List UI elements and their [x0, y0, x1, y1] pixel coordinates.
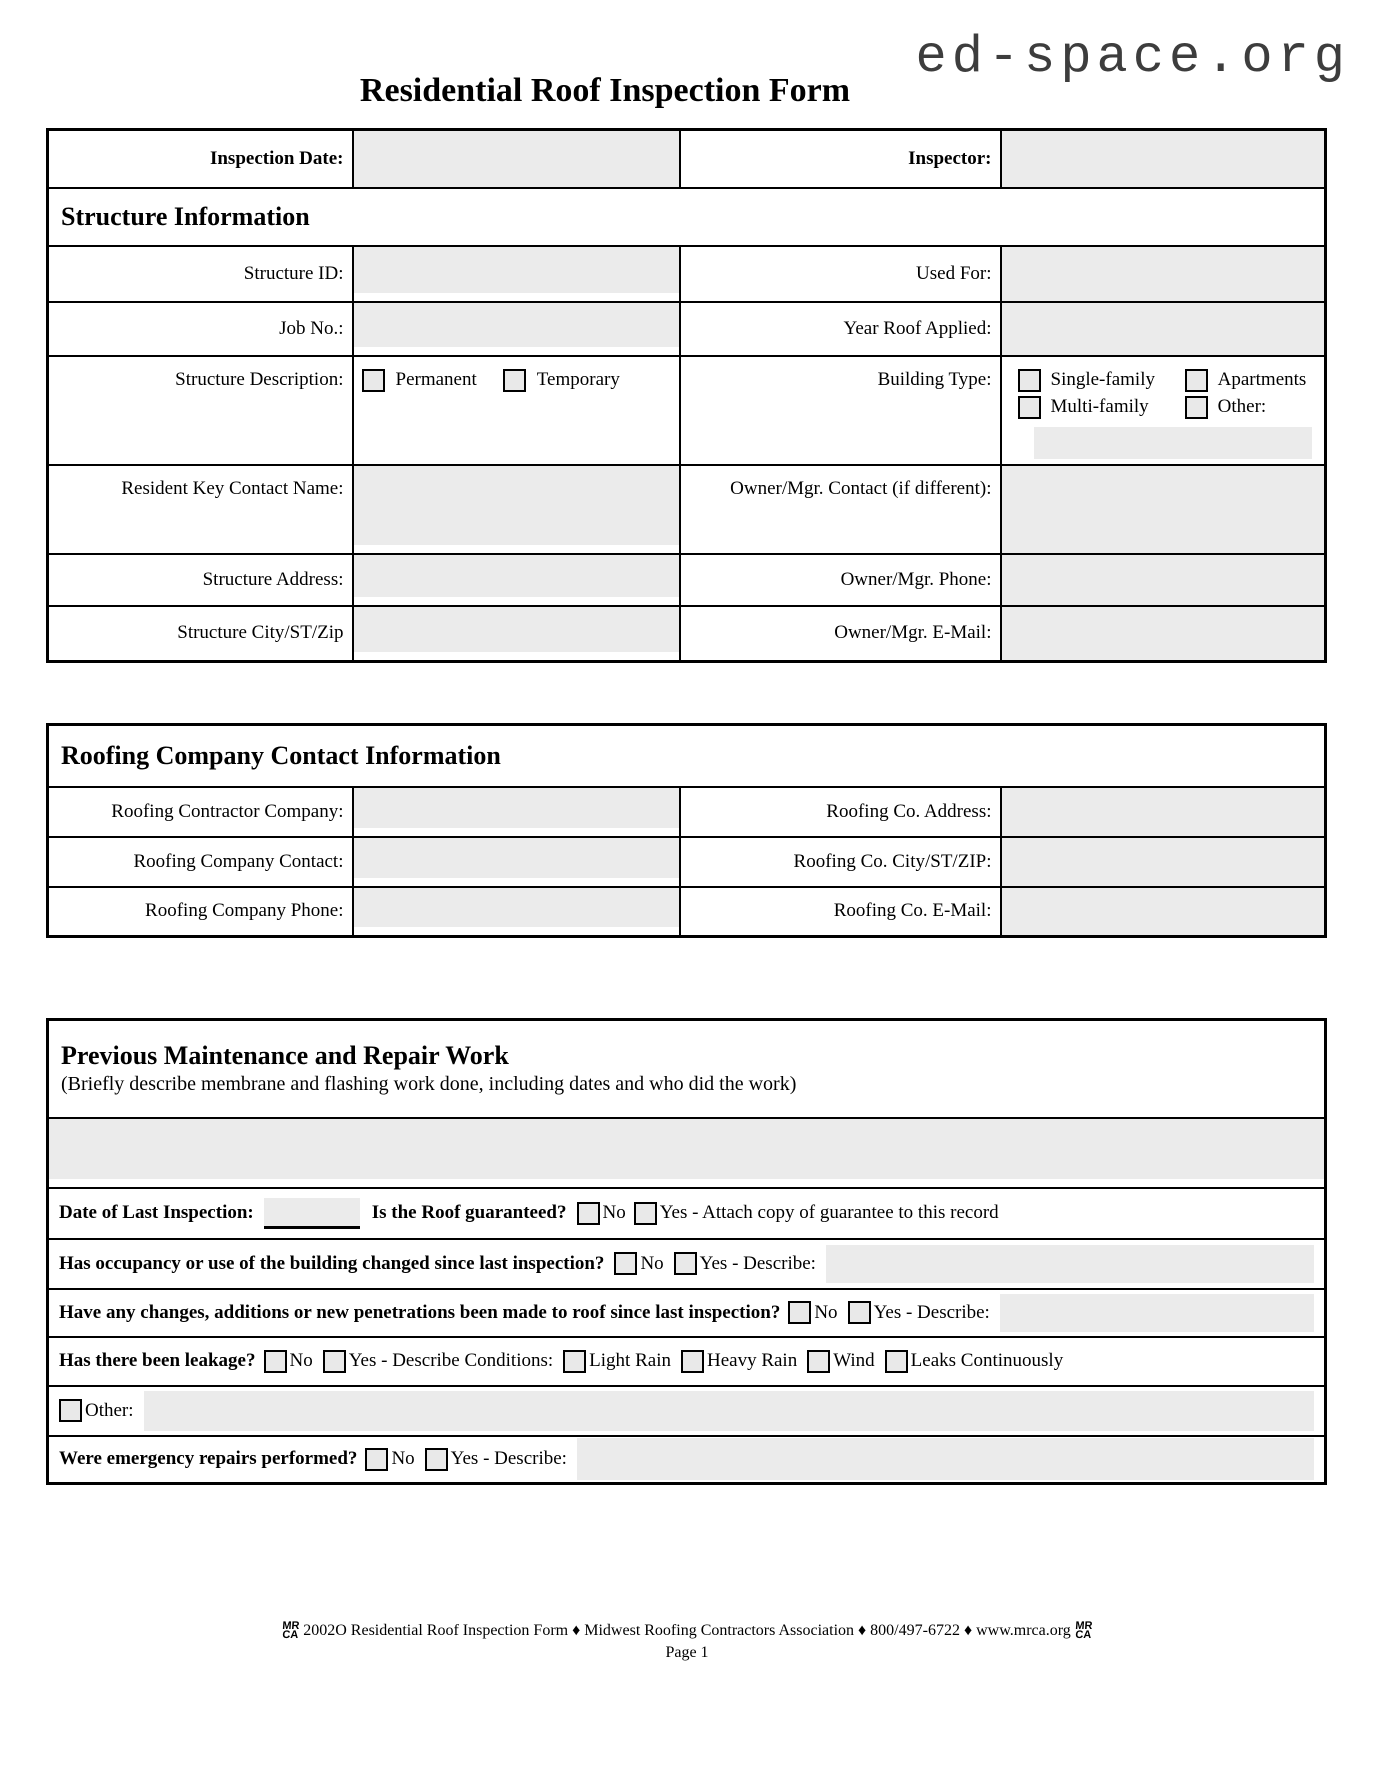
owner-mgr-contact-label: Owner/Mgr. Contact (if different):: [680, 465, 1001, 554]
structure-id-label: Structure ID:: [48, 246, 353, 302]
resident-key-contact-label: Resident Key Contact Name:: [48, 465, 353, 554]
date-of-last-inspection-input[interactable]: [264, 1198, 360, 1229]
checkbox-building-other[interactable]: [1185, 396, 1208, 419]
table-row: [48, 246, 1326, 302]
checkbox-apartments[interactable]: [1185, 369, 1208, 392]
temporary-label: Temporary: [536, 369, 620, 390]
single-family-label: Single-family: [1050, 369, 1155, 390]
inspector-input[interactable]: [1001, 130, 1326, 188]
roofing-co-address-input[interactable]: [1001, 787, 1326, 837]
used-for-input[interactable]: [1001, 246, 1326, 302]
checkbox-light-rain[interactable]: [563, 1350, 586, 1373]
mrca-logo-bottom: CA: [1074, 1629, 1092, 1641]
mrca-logo-top: MR: [282, 1620, 301, 1632]
owner-mgr-email-label: Owner/Mgr. E-Mail:: [680, 606, 1001, 662]
building-other-label: Other:: [1217, 396, 1267, 417]
occupancy-no-label: No: [640, 1252, 664, 1274]
mrca-logo-bottom: CA: [282, 1629, 299, 1641]
changes-yes-label: Yes - Describe:: [873, 1301, 990, 1323]
leakage-question: Has there been leakage?: [59, 1350, 256, 1371]
roofing-company-heading: Roofing Company Contact Information: [48, 725, 1326, 787]
permanent-label: Permanent: [395, 369, 477, 390]
occupancy-question: Has occupancy or use of the building changed since last inspection?: [59, 1252, 605, 1274]
checkbox-leakage-no[interactable]: [264, 1350, 287, 1373]
roofing-co-email-input[interactable]: [1001, 887, 1326, 937]
guaranteed-yes-label: Yes - Attach copy of guarantee to this record: [659, 1202, 999, 1223]
inspector-label: Inspector:: [680, 130, 1001, 188]
leakage-yes-label: Yes - Describe Conditions:: [348, 1350, 554, 1371]
structure-city-label: Structure City/ST/Zip: [48, 606, 353, 662]
roofing-co-city-label: Roofing Co. City/ST/ZIP:: [680, 837, 1001, 887]
year-roof-applied-label: Year Roof Applied:: [680, 302, 1001, 356]
building-type-other-input[interactable]: [1034, 427, 1313, 459]
multi-family-label: Multi-family: [1050, 396, 1149, 417]
previous-maintenance-heading: Previous Maintenance and Repair Work: [61, 1041, 509, 1071]
structure-information-heading: Structure Information: [48, 188, 1326, 246]
checkbox-other[interactable]: [59, 1399, 82, 1422]
building-type-options: [1001, 356, 1326, 465]
table-row: [48, 837, 1326, 887]
table-row: [48, 887, 1326, 937]
page-number: Page 1: [665, 1644, 709, 1661]
used-for-label: Used For:: [680, 246, 1001, 302]
emergency-no-label: No: [391, 1448, 415, 1470]
changes-question: Have any changes, additions or new penetrations been made to roof since last inspection?: [59, 1301, 781, 1323]
checkbox-temporary[interactable]: [503, 369, 526, 392]
table-row: [48, 1337, 1326, 1386]
year-roof-applied-input[interactable]: [1001, 302, 1326, 356]
checkbox-changes-yes[interactable]: [848, 1301, 871, 1324]
changes-no-label: No: [814, 1301, 838, 1323]
owner-mgr-email-input[interactable]: [1001, 606, 1326, 662]
structure-description-label: Structure Description:: [48, 356, 353, 465]
previous-maintenance-table: [46, 1018, 1327, 1485]
table-row: [48, 1020, 1326, 1118]
checkbox-leaks-continuously[interactable]: [885, 1350, 908, 1373]
owner-mgr-contact-input[interactable]: [1001, 465, 1326, 554]
leakage-no-label: No: [289, 1350, 313, 1371]
checkbox-leakage-yes[interactable]: [323, 1350, 346, 1373]
roofing-company-contact-label: Roofing Company Contact:: [48, 837, 353, 887]
checkbox-emergency-yes[interactable]: [425, 1448, 448, 1471]
checkbox-guaranteed-yes[interactable]: [634, 1202, 657, 1225]
roofing-company-table: [46, 723, 1327, 938]
checkbox-wind[interactable]: [807, 1350, 830, 1373]
table-row: [48, 1118, 1326, 1188]
table-row: [48, 725, 1326, 787]
checkbox-emergency-no[interactable]: [365, 1448, 388, 1471]
table-row: [48, 188, 1326, 246]
previous-maintenance-subtitle: (Briefly describe membrane and flashing work done, including dates and who did the work): [61, 1073, 797, 1096]
table-row: [48, 465, 1326, 554]
table-row: [48, 302, 1326, 356]
occupancy-describe-input[interactable]: [826, 1245, 1314, 1283]
checkbox-changes-no[interactable]: [788, 1301, 811, 1324]
roofing-co-address-label: Roofing Co. Address:: [680, 787, 1001, 837]
changes-describe-input[interactable]: [1000, 1294, 1314, 1332]
checkbox-occupancy-no[interactable]: [614, 1252, 637, 1275]
emergency-yes-label: Yes - Describe:: [450, 1448, 567, 1470]
mrca-logo-left: [281, 1622, 299, 1640]
roofing-contractor-company-label: Roofing Contractor Company:: [48, 787, 353, 837]
table-row: [48, 130, 1326, 188]
ed-space-watermark: ed-space.org: [915, 28, 1350, 87]
heavy-rain-label: Heavy Rain: [706, 1350, 798, 1371]
emergency-question: Were emergency repairs performed?: [59, 1448, 358, 1470]
structure-address-label: Structure Address:: [48, 554, 353, 606]
apartments-label: Apartments: [1217, 369, 1307, 390]
checkbox-heavy-rain[interactable]: [681, 1350, 704, 1373]
inspection-date-input[interactable]: [353, 130, 680, 188]
guaranteed-no-label: No: [602, 1202, 626, 1223]
table-row: [48, 606, 1326, 662]
table-row: [48, 1289, 1326, 1337]
page-title: Residential Roof Inspection Form: [359, 72, 851, 109]
checkbox-permanent[interactable]: [362, 369, 385, 392]
page-footer: [0, 1622, 1374, 1662]
mrca-logo-right: [1074, 1622, 1092, 1640]
other-label: Other:: [85, 1399, 134, 1421]
structure-description-options: [353, 356, 680, 465]
table-row: [48, 1188, 1326, 1239]
wind-label: Wind: [833, 1350, 875, 1371]
emergency-describe-input[interactable]: [577, 1438, 1314, 1480]
inspection-date-label: Inspection Date:: [48, 130, 353, 188]
checkbox-multi-family[interactable]: [1018, 396, 1041, 419]
structure-information-table: [46, 128, 1327, 663]
job-no-label: Job No.:: [48, 302, 353, 356]
table-row: [48, 787, 1326, 837]
roofing-company-phone-label: Roofing Company Phone:: [48, 887, 353, 937]
leaks-continuously-label: Leaks Continuously: [910, 1350, 1064, 1371]
building-type-label: Building Type:: [680, 356, 1001, 465]
roofing-company-phone-input[interactable]: [353, 887, 680, 937]
roofing-co-email-label: Roofing Co. E-Mail:: [680, 887, 1001, 937]
resident-key-contact-input[interactable]: [353, 465, 680, 554]
checkbox-guaranteed-no[interactable]: [577, 1202, 600, 1225]
other-describe-input[interactable]: [144, 1391, 1314, 1431]
roof-guaranteed-question: Is the Roof guaranteed?: [371, 1202, 567, 1223]
footer-text: 2002O Residential Roof Inspection Form ♦ Midwest Roofing Contractors Association ♦ 800/497-6722 ♦ www.mrca.org: [303, 1622, 1071, 1639]
table-row: [48, 1239, 1326, 1289]
table-row: [48, 1386, 1326, 1436]
light-rain-label: Light Rain: [589, 1350, 671, 1371]
checkbox-single-family[interactable]: [1018, 369, 1041, 392]
maintenance-description-textarea[interactable]: [48, 1118, 1326, 1188]
date-of-last-inspection-label: Date of Last Inspection:: [59, 1202, 254, 1223]
table-row: [48, 356, 1326, 465]
roofing-contractor-company-input[interactable]: [353, 787, 680, 837]
occupancy-yes-label: Yes - Describe:: [699, 1252, 816, 1274]
checkbox-occupancy-yes[interactable]: [674, 1252, 697, 1275]
roofing-co-city-input[interactable]: [1001, 837, 1326, 887]
owner-mgr-phone-input[interactable]: [1001, 554, 1326, 606]
structure-city-input[interactable]: [353, 606, 680, 662]
job-no-input[interactable]: [353, 302, 680, 356]
owner-mgr-phone-label: Owner/Mgr. Phone:: [680, 554, 1001, 606]
roofing-company-contact-input[interactable]: [353, 837, 680, 887]
structure-id-input[interactable]: [353, 246, 680, 302]
mrca-logo-top: MR: [1074, 1620, 1093, 1632]
table-row: [48, 554, 1326, 606]
structure-address-input[interactable]: [353, 554, 680, 606]
table-row: [48, 1436, 1326, 1484]
